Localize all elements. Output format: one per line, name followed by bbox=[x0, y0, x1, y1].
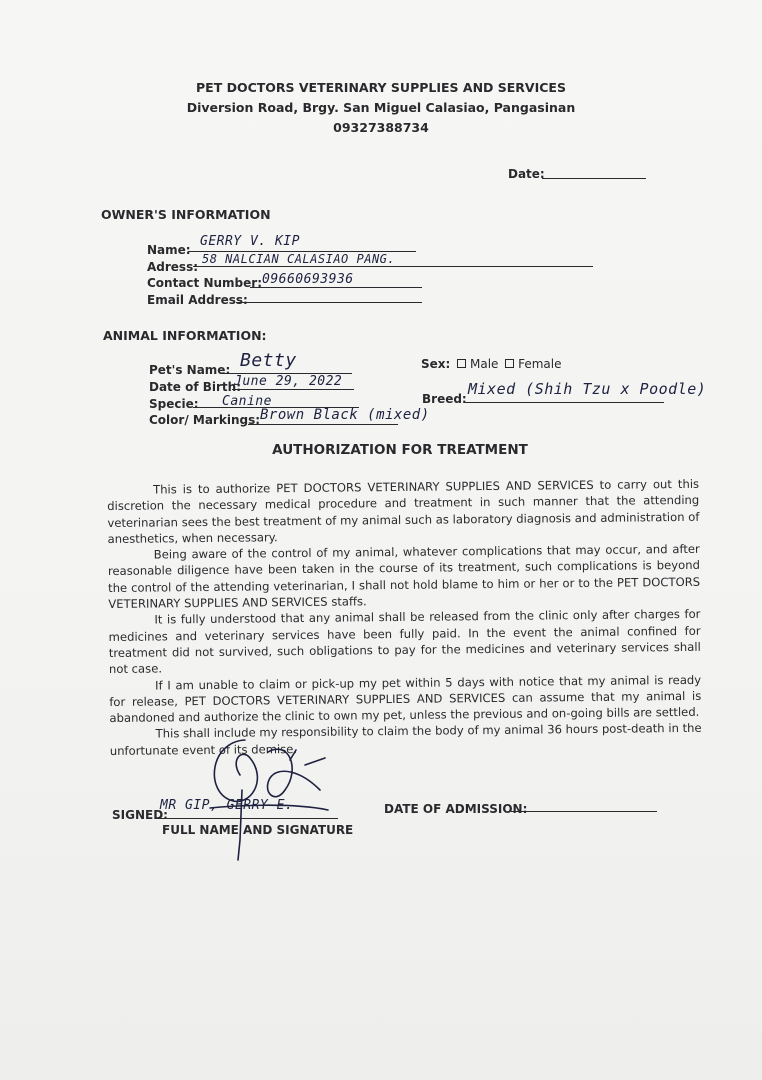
color-value: Brown Black (mixed) bbox=[260, 407, 430, 423]
specie-value: Canine bbox=[222, 394, 272, 409]
owner-address-value: 58 NALCIAN CALASIAO PANG. bbox=[202, 252, 396, 266]
signed-value: MR GIP, GERRY E. bbox=[160, 798, 294, 813]
breed-line[interactable] bbox=[464, 402, 664, 403]
dob-value: June 29, 2022 bbox=[234, 374, 343, 389]
owner-name-value: GERRY V. KIP bbox=[200, 234, 300, 249]
female-checkbox[interactable] bbox=[505, 359, 514, 368]
female-label: Female bbox=[518, 357, 562, 371]
authorization-paragraph-3: It is fully understood that any animal shall be released from the clinic only after charges for medicines and veterinary services have been fully paid. In the event the animal confined for treatment did not survived, such obligations to pay for the medicines and veterinary services shall not case. bbox=[108, 607, 701, 677]
breed-label: Breed: bbox=[422, 392, 467, 406]
pet-name-value: Betty bbox=[240, 350, 297, 371]
owner-address-label: Adress: bbox=[147, 260, 199, 274]
pet-name-label: Pet's Name: bbox=[149, 363, 231, 377]
male-checkbox[interactable] bbox=[457, 359, 466, 368]
contact-label: Contact Number: bbox=[147, 276, 262, 290]
date-label: Date: bbox=[508, 167, 545, 181]
dob-label: Date of Birth: bbox=[149, 380, 242, 394]
clinic-header bbox=[0, 78, 762, 138]
clinic-address: Diversion Road, Brgy. San Miguel Calasiao, Pangasinan bbox=[186, 100, 576, 115]
dob-line[interactable] bbox=[232, 389, 354, 390]
color-line[interactable] bbox=[248, 424, 398, 425]
specie-label: Specie: bbox=[149, 397, 199, 411]
signed-label: SIGNED: bbox=[112, 808, 168, 822]
contact-value: 09660693936 bbox=[262, 272, 354, 287]
sex-field bbox=[421, 357, 561, 371]
admission-label: DATE OF ADMISSION: bbox=[384, 802, 528, 816]
signature-caption: FULL NAME AND SIGNATURE bbox=[162, 823, 354, 837]
color-label: Color/ Markings: bbox=[149, 413, 261, 427]
contact-line[interactable] bbox=[250, 287, 422, 288]
email-line[interactable] bbox=[236, 302, 422, 303]
email-label: Email Address: bbox=[147, 293, 248, 307]
animal-section-title: ANIMAL INFORMATION: bbox=[103, 328, 267, 343]
admission-line[interactable] bbox=[511, 811, 657, 812]
sex-label: Sex: bbox=[421, 357, 451, 371]
authorization-paragraph-2: Being aware of the control of my animal, whatever complications that may occur, and after reasonable diligence have been taken in the course of its treatment, such complications is beyond the control of the attending veterinarian, I shall not hold blame to him or her or to the PET DOCTORS VETERINARY SUPPLIES AND SERVICES staffs. bbox=[107, 541, 701, 612]
authorization-body bbox=[107, 476, 702, 759]
authorization-paragraph-1: This is to authorize PET DOCTORS VETERINARY SUPPLIES AND SERVICES to carry out this discretion the necessary medical procedure and treatment in such manner that the attending veterinarian sees the best treatment of my animal such as laboratory diagnosis and administration of anesthetics, when necessary. bbox=[107, 476, 700, 546]
owner-section-title: OWNER'S INFORMATION bbox=[101, 207, 271, 222]
authorization-paragraph-5: This shall include my responsibility to claim the body of my animal 36 hours post-death in the unfortunate event of its demise. bbox=[109, 721, 702, 758]
clinic-name: PET DOCTORS VETERINARY SUPPLIES AND SERVICES bbox=[196, 80, 566, 95]
owner-name-label: Name: bbox=[147, 243, 191, 257]
clinic-phone: 09327388734 bbox=[333, 120, 429, 135]
authorization-title: AUTHORIZATION FOR TREATMENT bbox=[272, 442, 528, 458]
signature-line[interactable] bbox=[158, 818, 338, 819]
authorization-paragraph-4: If I am unable to claim or pick-up my pet within 5 days with notice that my animal is ready for release, PET DOCTORS VETERINARY SUPPLIES AND SERVICES can assume that my animal is abandoned and authorize the clinic to own my pet, unless the previous and on-going bills are settled. bbox=[109, 672, 702, 726]
owner-address-line[interactable] bbox=[193, 266, 593, 267]
date-line[interactable] bbox=[542, 178, 646, 179]
male-label: Male bbox=[469, 357, 499, 371]
breed-value: Mixed (Shih Tzu x Poodle) bbox=[468, 380, 707, 398]
